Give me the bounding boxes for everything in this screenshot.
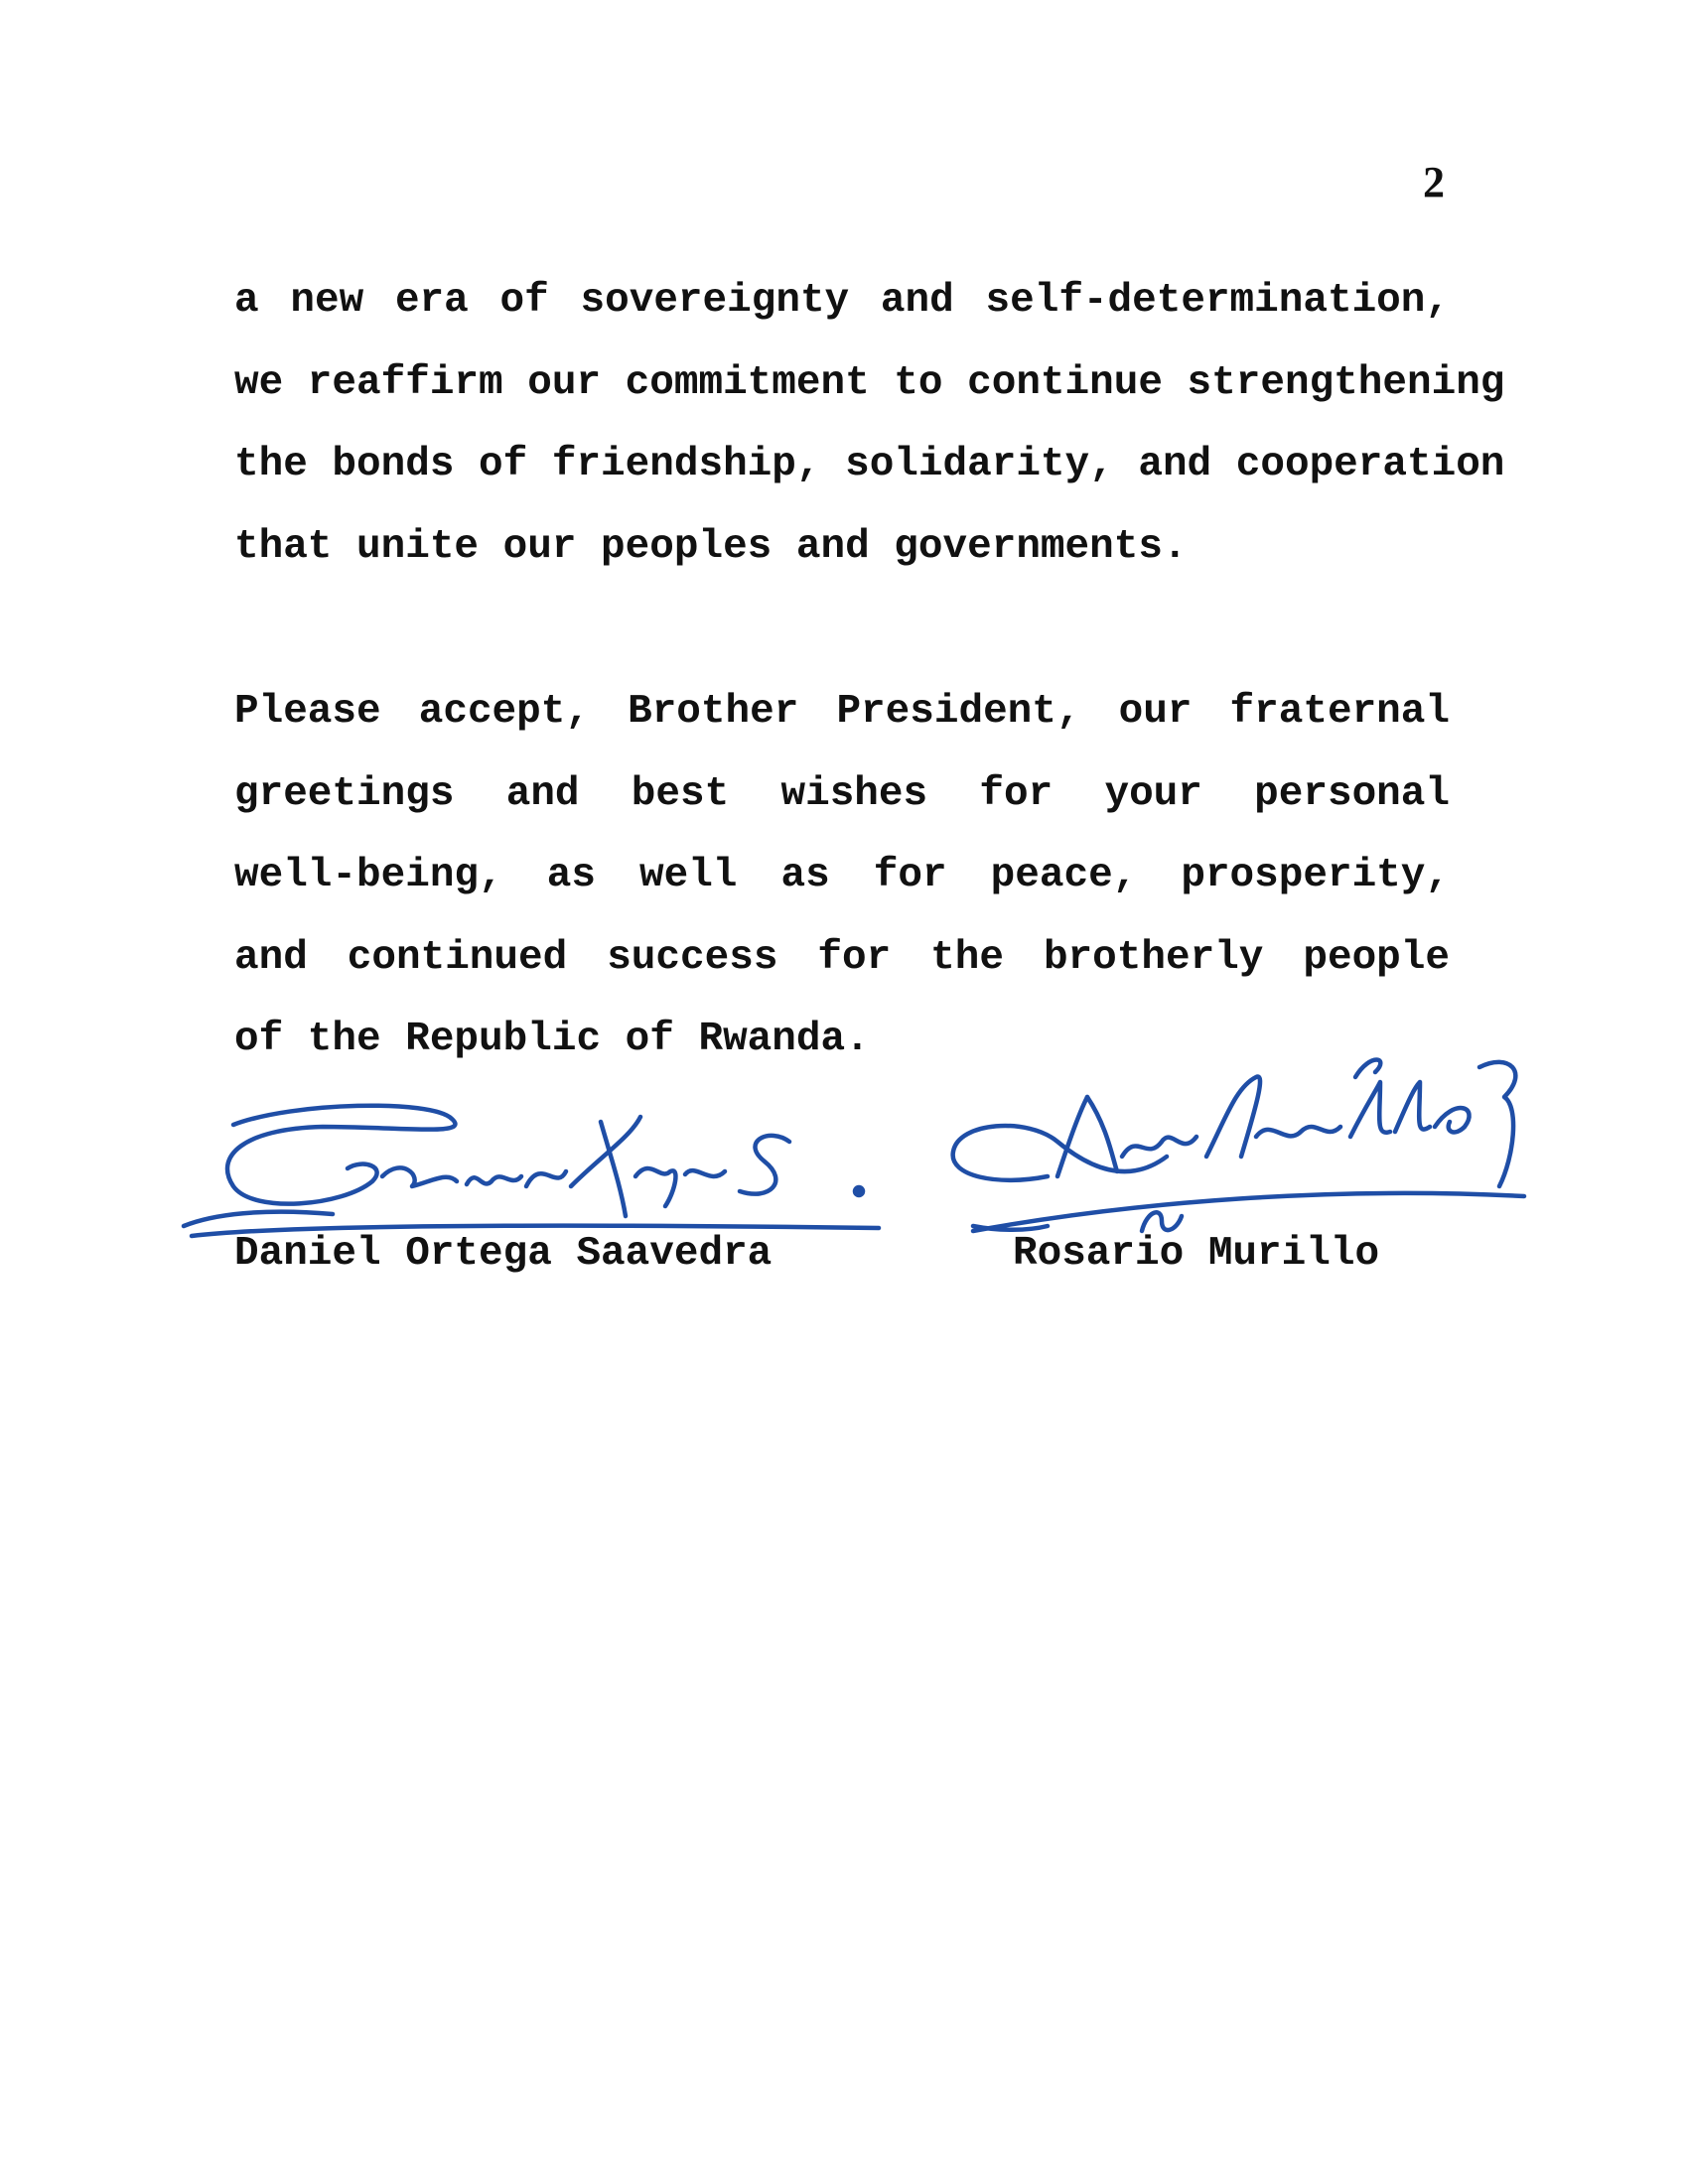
signatory-name-2: Rosario Murillo <box>1013 1231 1380 1277</box>
paragraph-2 <box>234 671 1450 1081</box>
page-number: 2 <box>1423 158 1445 206</box>
paragraph-line: well-being, as well as for peace, prosperity, <box>234 853 1450 898</box>
paragraph-line: greetings and best wishes for your personal <box>234 770 1450 817</box>
paragraph-1 <box>234 260 1505 588</box>
paragraph-line: we reaffirm our commitment to continue strengthening <box>234 359 1505 406</box>
paragraph-line: Please accept, Brother President, our fraternal <box>234 689 1450 735</box>
paragraph-line: a new era of sovereignty and self-determination, <box>234 278 1450 324</box>
paragraph-line: of the Republic of Rwanda. <box>234 1017 870 1062</box>
signatory-name-1: Daniel Ortega Saavedra <box>234 1231 773 1277</box>
signature-rosario-murillo <box>938 1037 1534 1251</box>
paragraph-line: that unite our peoples and governments. <box>234 523 1188 570</box>
paragraph-line: the bonds of friendship, solidarity, and cooperation <box>234 442 1505 487</box>
paragraph-line: and continued success for the brotherly people <box>234 934 1450 981</box>
signature-daniel-ortega <box>174 1097 889 1246</box>
